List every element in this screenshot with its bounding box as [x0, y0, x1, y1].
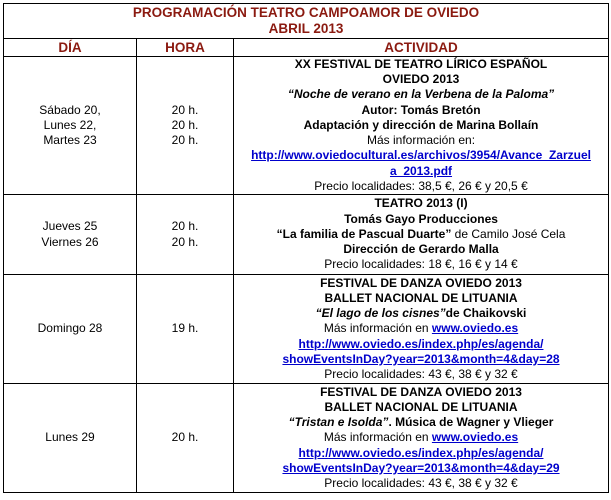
more-info-label: Más información en	[323, 430, 432, 445]
programme-document	[3, 3, 608, 493]
more-info-line	[237, 321, 605, 336]
hour-text: 20 h.	[171, 219, 199, 234]
more-info-line	[237, 430, 605, 445]
activity-heading: FESTIVAL DE DANZA OVIEDO 2013	[320, 275, 522, 290]
activity-heading: TEATRO 2013 (I)	[374, 196, 468, 211]
day-text: Domingo 28	[37, 321, 103, 336]
day-cell	[4, 384, 137, 493]
info-link-wrapper	[237, 446, 605, 476]
day-cell	[4, 195, 137, 275]
activity-cell	[234, 384, 609, 493]
table-row	[4, 275, 609, 384]
hour-text: 20 h.	[171, 430, 199, 445]
document-title	[4, 4, 609, 39]
more-info-label: Más información en	[323, 321, 432, 336]
table-row	[4, 384, 609, 493]
table-row	[4, 195, 609, 275]
hour-text: 19 h.	[171, 321, 199, 336]
work-line	[237, 306, 605, 321]
work-title: “La familia de Pascual Duarte”	[276, 226, 452, 241]
info-link-line-2[interactable]: a_2013.pdf	[389, 163, 453, 178]
info-link-wrapper	[237, 337, 605, 367]
site-link[interactable]: www.oviedo.es	[431, 430, 519, 445]
hour-cell	[137, 384, 234, 493]
hour-text: 20 h.	[171, 102, 199, 117]
title-row	[4, 4, 609, 39]
activity-subheading: OVIEDO 2013	[382, 72, 460, 87]
day-text: Sábado 20,	[39, 102, 101, 117]
hour-text: 20 h.	[171, 133, 199, 148]
programme-table	[3, 3, 609, 493]
work-author: de Camilo José Cela	[451, 226, 566, 241]
column-header-day: DÍA	[4, 39, 137, 57]
activity-subheading: BALLET NACIONAL DE LITUANIA	[324, 399, 518, 414]
title-line-1: PROGRAMACIÓN TEATRO CAMPOAMOR DE OVIEDO	[132, 5, 480, 20]
info-link-wrapper	[237, 148, 605, 178]
activity-subheading: BALLET NACIONAL DE LITUANIA	[324, 290, 518, 305]
activity-cell	[234, 57, 609, 195]
activity-heading: XX FESTIVAL DE TEATRO LÍRICO ESPAÑOL	[294, 57, 548, 72]
day-text: Jueves 25	[42, 219, 98, 234]
company-text: Tomás Gayo Producciones	[344, 211, 498, 226]
hour-text: 20 h.	[171, 234, 199, 249]
title-line-2: ABRIL 2013	[268, 21, 344, 36]
price-text: Precio localidades: 43 €, 38 € y 32 €	[324, 367, 518, 381]
activity-heading: FESTIVAL DE DANZA OVIEDO 2013	[320, 384, 522, 399]
hour-text: 20 h.	[171, 117, 199, 132]
site-link[interactable]: www.oviedo.es	[431, 321, 519, 336]
more-info-label: Más información en:	[366, 133, 476, 148]
day-text: Lunes 22,	[43, 117, 97, 132]
price-text: Precio localidades: 38,5 €, 26 € y 20,5 €	[314, 178, 528, 193]
header-row	[4, 39, 609, 57]
info-link-line-1[interactable]: http://www.oviedo.es/index.php/es/agenda/	[298, 445, 544, 460]
work-line	[237, 227, 605, 242]
hour-cell	[137, 275, 234, 384]
info-link-line-1[interactable]: http://www.oviedocultural.es/archivos/3954/Avance_Zarzuel	[251, 148, 591, 163]
work-title: “Tristan e Isolda”	[288, 415, 389, 430]
day-text: Martes 23	[43, 133, 97, 148]
work-composer: . Música de Wagner y Vlieger	[388, 415, 554, 430]
info-link-line-1[interactable]: http://www.oviedo.es/index.php/es/agenda/	[298, 336, 544, 351]
column-header-activity: ACTIVIDAD	[234, 39, 609, 57]
author-text: Autor: Tomás Bretón	[361, 102, 481, 117]
work-line	[237, 415, 605, 430]
activity-cell	[234, 195, 609, 275]
info-link-line-2[interactable]: showEventsInDay?year=2013&month=4&day=28	[282, 351, 560, 366]
price-text: Precio localidades: 18 €, 16 € y 14 €	[324, 257, 518, 272]
day-cell	[4, 275, 137, 384]
column-header-hour: HORA	[137, 39, 234, 57]
direction-text: Adaptación y dirección de Marina Bollaín	[303, 117, 539, 132]
direction-text: Dirección de Gerardo Malla	[343, 242, 499, 257]
table-row	[4, 57, 609, 195]
work-title: “Noche de verano en la Verbena de la Paloma”	[287, 87, 555, 102]
activity-cell	[234, 275, 609, 384]
work-composer: de Chaikovski	[445, 306, 527, 321]
hour-cell	[137, 57, 234, 195]
day-cell	[4, 57, 137, 195]
day-text: Viernes 26	[41, 234, 99, 249]
price-text: Precio localidades: 43 €, 38 € y 32 €	[324, 476, 518, 490]
hour-cell	[137, 195, 234, 275]
day-text: Lunes 29	[45, 430, 95, 445]
info-link-line-2[interactable]: showEventsInDay?year=2013&month=4&day=29	[282, 460, 560, 475]
work-title: “El lago de los cisnes”	[315, 306, 446, 321]
